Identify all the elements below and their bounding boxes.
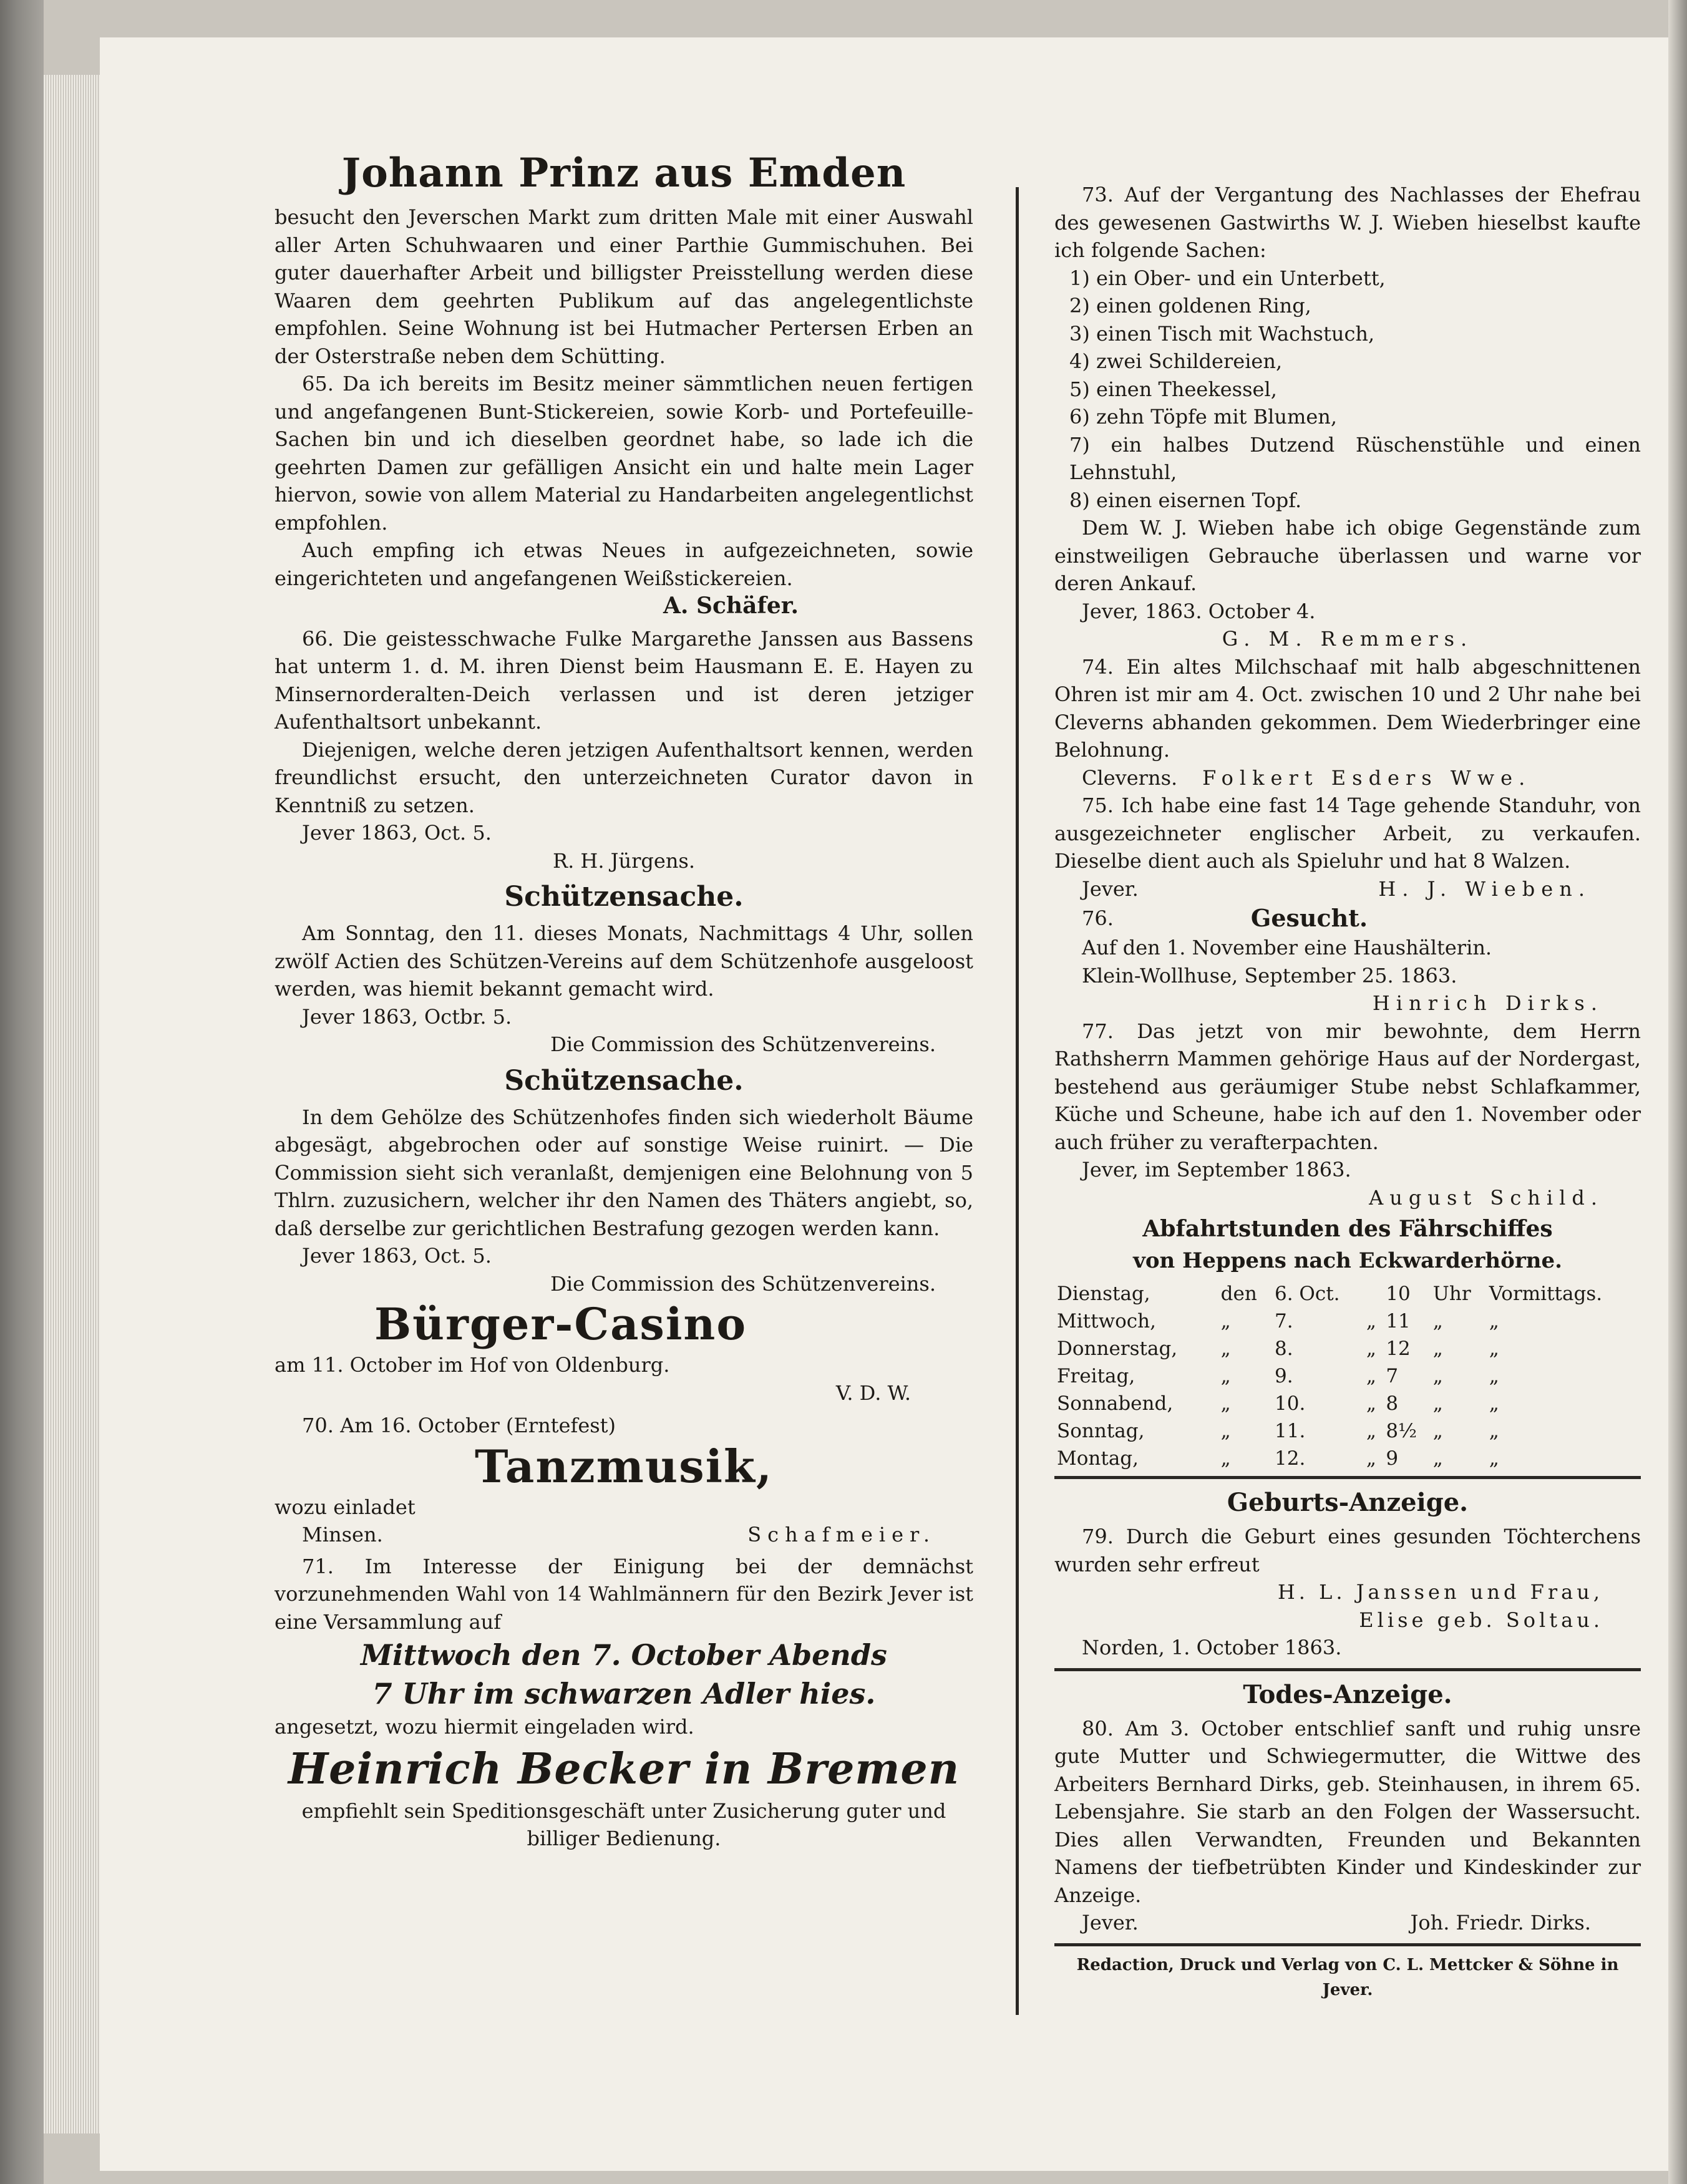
ad-71-text: 71. Im Interesse der Einigung bei der demnächst vorzunehmenden Wahl von 14 Wahlmännern für den Bezirk Jever ist eine Versammlung auf	[275, 1554, 973, 1634]
ad-74-text: 74. Ein altes Milchschaaf mit halb abgeschnittenen Ohren ist mir am 4. Oct. zwischen 10 und 2 Uhr nahe bei Cleverns abhanden gekommen. Dem Wiederbringer eine Belohnung.	[1054, 654, 1641, 762]
left-column	[275, 143, 973, 1853]
ferry-hour: 7	[1386, 1365, 1399, 1387]
death-signature: Joh. Friedr. Dirks.	[1410, 1911, 1591, 1934]
birth-sig-2: Elise geb. Soltau.	[1359, 1608, 1603, 1632]
ferry-q	[1364, 1278, 1383, 1305]
ad-74-place: Cleverns.	[1082, 765, 1178, 790]
birth-sig-1: H. L. Janssen und Frau,	[1277, 1580, 1603, 1604]
ad-71-highlight2: 7 Uhr im schwarzen Adler hies.	[372, 1677, 876, 1711]
section-rule	[1054, 1476, 1641, 1479]
ferry-uhr: „	[1432, 1365, 1443, 1387]
ad-casino	[275, 1298, 973, 1407]
ferry-hour: 8	[1386, 1392, 1399, 1415]
ad-65	[275, 370, 973, 620]
ad-66-text2: Diejenigen, welche deren jetzigen Aufenthaltsort kennen, werden freundlichst ersucht, den unterzeichneten Curator davon in Kenntniß zu setzen.	[275, 737, 973, 817]
imprint-footer: Redaction, Druck und Verlag von C. L. Mettcker & Söhne in Jever.	[1076, 1955, 1619, 1999]
ad-77-text: 77. Das jetzt von mir bewohnte, dem Herrn Rathsherrn Mammen gehörige Haus auf der Nordergast, bestehend aus geräumiger Stube nebst Schlafkammer, Küche und Scheune, habe ich auf den 1. November oder auch früher zu verafterpachten.	[1054, 1019, 1641, 1154]
birth-text: 79. Durch die Geburt eines gesunden Töchterchens wurden sehr erfreut	[1054, 1525, 1641, 1576]
schuetzen-1-text: Am Sonntag, den 11. dieses Monats, Nachmittags 4 Uhr, sollen zwölf Actien des Schützen-Vereins auf dem Schützenhofe ausgeloost werden, was hiemit bekannt gemacht wird.	[275, 921, 973, 1001]
table-row	[1054, 1360, 1641, 1387]
ad-70-title: Tanzmusik,	[475, 1439, 773, 1493]
ad-77	[1054, 1017, 1641, 1212]
ad-76-title: Gesucht.	[1250, 904, 1368, 932]
ferry-title-1: Abfahrtstunden des Fährschiffes	[1142, 1216, 1553, 1242]
list-item: 5) einen Theekessel,	[1069, 377, 1277, 401]
ad-76-date: Klein-Wollhuse, September 25. 1863.	[1082, 963, 1457, 988]
ferry-day: Freitag,	[1057, 1365, 1135, 1387]
table-row	[1054, 1442, 1641, 1470]
ferry-uhr: „	[1432, 1447, 1443, 1470]
schuetzen-1-title: Schützensache.	[504, 881, 744, 913]
table-row	[1054, 1387, 1641, 1415]
ferry-hour: 9	[1386, 1447, 1399, 1470]
ad-74-footer	[1054, 764, 1641, 792]
section-rule	[1054, 1943, 1641, 1946]
ad-75-place: Jever.	[1082, 876, 1139, 901]
ferry-uhr: „	[1432, 1337, 1443, 1360]
death-notice	[1054, 1677, 1641, 1937]
schuetzen-1	[275, 878, 973, 1059]
ferry-date: 11.	[1275, 1420, 1306, 1442]
ferry-v: „	[1489, 1310, 1499, 1332]
ad-65-signature: A. Schäfer.	[663, 593, 799, 619]
ad-76-text: Auf den 1. November eine Haushälterin.	[1082, 936, 1492, 959]
right-column	[1054, 181, 1641, 2002]
ferry-table	[1054, 1278, 1641, 1470]
ferry-v: „	[1489, 1447, 1499, 1470]
ferry-den: „	[1220, 1392, 1231, 1415]
ferry-title-2: von Heppens nach Eckwarderhörne.	[1133, 1248, 1562, 1273]
ferry-den: „	[1220, 1365, 1231, 1387]
table-row	[1054, 1278, 1641, 1305]
schuetzen-2-title: Schützensache.	[504, 1064, 744, 1097]
ferry-hour: 8½	[1386, 1420, 1417, 1442]
ferry-uhr: „	[1432, 1392, 1443, 1415]
ferry-den: „	[1220, 1310, 1231, 1332]
list-item: 7) ein halbes Dutzend Rüschenstühle und einen Lehnstuhl,	[1069, 432, 1641, 484]
ferry-v: „	[1489, 1420, 1499, 1442]
schuetzen-2-date: Jever 1863, Oct. 5.	[302, 1244, 492, 1268]
ad-66	[275, 625, 973, 875]
ad-prinz-text: besucht den Jeverschen Markt zum dritten Male mit einer Auswahl aller Arten Schuhwaaren und einer Parthie Gummischuhen. Bei guter dauerhafter Arbeit und billigster Preisstellung werden diese Waaren dem geehrten Publikum auf das angelegentlichste empfohlen. Seine Wohnung ist bei Hutmacher Pertersen Erben an der Osterstraße neben dem Schütting.	[275, 205, 973, 368]
becker-text: empfiehlt sein Speditionsgeschäft unter Zusicherung guter und billiger Bedienung.	[301, 1798, 946, 1850]
ad-75-text: 75. Ich habe eine fast 14 Tage gehende Standuhr, von ausgezeichneter englischer Arbeit, zu verkaufen. Dieselbe dient auch als Spieluhr und hat 8 Walzen.	[1054, 794, 1641, 873]
ad-prinz	[275, 148, 973, 370]
ad-76-number: 76.	[1082, 906, 1114, 930]
schuetzen-1-signature: Die Commission des Schützenvereins.	[550, 1032, 936, 1056]
ad-75	[1054, 792, 1641, 903]
column-divider	[1016, 187, 1019, 2015]
table-row	[1054, 1305, 1641, 1332]
ferry-date: 8.	[1275, 1337, 1293, 1360]
schuetzen-1-date: Jever 1863, Octbr. 5.	[302, 1004, 512, 1029]
ferry-date: 12.	[1275, 1447, 1306, 1470]
ad-74	[1054, 653, 1641, 792]
list-item: 6) zehn Töpfe mit Blumen,	[1069, 405, 1338, 429]
ad-65-text: 65. Da ich bereits im Besitz meiner sämmtlichen neuen fertigen und angefangenen Bunt-Stickereien, sowie Korb- und Portefeuille-Sachen bin und ich dieselben geordnet habe, so lade ich die geehrten Damen zur gefälligen Ansicht ein und halte mein Lager hiervon, sowie von allem Material zu Handarbeiten angelegentlichst empfohlen.	[275, 372, 973, 535]
ad-73-signature: G. M. Remmers.	[1222, 627, 1474, 651]
ad-66-text: 66. Die geistesschwache Fulke Margarethe Janssen aus Bassens hat unterm 1. d. M. ihren Dienst beim Hausmann E. E. Hayen zu Minsernorderalten-Deich verlassen und ist deren jetziger Aufenthaltsort unbekannt.	[275, 626, 973, 734]
ad-becker	[275, 1741, 973, 1853]
ferry-schedule	[1054, 1214, 1641, 1470]
ferry-date: 9.	[1275, 1365, 1293, 1387]
book-binding	[0, 0, 44, 2184]
ad-71-text2: angesetzt, wozu hiermit eingeladen wird.	[275, 1715, 694, 1739]
ferry-v: „	[1489, 1392, 1499, 1415]
ferry-hour: 10	[1386, 1283, 1411, 1305]
ferry-q: „	[1366, 1420, 1376, 1442]
birth-notice	[1054, 1485, 1641, 1662]
ad-77-signature: August Schild.	[1369, 1185, 1603, 1210]
ferry-date: 6. Oct.	[1275, 1283, 1340, 1305]
ferry-q: „	[1366, 1447, 1376, 1470]
list-item: 3) einen Tisch mit Wachstuch,	[1069, 321, 1375, 346]
list-item: 1) ein Ober- und ein Unterbett,	[1069, 266, 1386, 290]
ferry-den: „	[1220, 1447, 1231, 1470]
ferry-day: Mittwoch,	[1057, 1310, 1156, 1332]
death-place: Jever.	[1082, 1911, 1139, 1934]
schuetzen-2-signature: Die Commission des Schützenvereins.	[550, 1271, 936, 1296]
ferry-hour: 11	[1386, 1310, 1411, 1332]
ferry-uhr: „	[1432, 1310, 1443, 1332]
ferry-uhr: Uhr	[1432, 1283, 1471, 1305]
ad-70-text: 70. Am 16. October (Erntefest)	[302, 1414, 616, 1437]
ad-70-text2: wozu einladet	[275, 1495, 416, 1519]
list-item: 8) einen eisernen Topf.	[1069, 488, 1302, 512]
ferry-day: Sonntag,	[1057, 1420, 1145, 1442]
ferry-hour: 12	[1386, 1337, 1411, 1360]
ad-75-footer	[1054, 875, 1641, 903]
ferry-day: Dienstag,	[1057, 1283, 1150, 1305]
ad-74-signature: Folkert Esders Wwe.	[1202, 765, 1532, 790]
ad-73	[1054, 181, 1641, 653]
ad-73-text2: Dem W. J. Wieben habe ich obige Gegenstände zum einstweiligen Gebrauche überlassen und warne vor deren Ankauf.	[1054, 516, 1641, 595]
ferry-den: den	[1220, 1283, 1257, 1305]
list-item: 2) einen goldenen Ring,	[1069, 294, 1311, 318]
ad-71	[275, 1553, 973, 1741]
birth-title: Geburts-Anzeige.	[1227, 1488, 1469, 1517]
death-title: Todes-Anzeige.	[1243, 1679, 1452, 1709]
becker-title: Heinrich Becker in Bremen	[288, 1744, 960, 1794]
ad-70-footer	[275, 1521, 973, 1549]
ad-65-text2: Auch empfing ich etwas Neues in aufgezeichneten, sowie eingerichteten und angefangenen Weißstickereien.	[275, 538, 973, 590]
ferry-q: „	[1366, 1392, 1376, 1415]
schuetzen-2-text: In dem Gehölze des Schützenhofes finden sich wiederholt Bäume abgesägt, abgebrochen oder auf sonstige Weise ruinirt. — Die Commission sieht sich veranlaßt, demjenigen eine Belohnung von 5 Thlrn. zuzusichern, welcher ihr den Namen des Thäters angiebt, so, daß derselbe zur gerichtlichen Bestrafung gezogen werden kann.	[275, 1105, 973, 1240]
ad-76-header	[1054, 903, 1641, 934]
table-row	[1054, 1332, 1641, 1360]
ferry-den: „	[1220, 1337, 1231, 1360]
casino-title: Bürger-Casino	[374, 1298, 747, 1350]
ferry-day: Donnerstag,	[1057, 1337, 1178, 1360]
page-right-edge	[1668, 0, 1687, 2184]
ferry-v: Vormittags.	[1489, 1283, 1603, 1305]
ad-70	[275, 1412, 973, 1549]
ferry-v: „	[1489, 1365, 1499, 1387]
death-footer	[1054, 1909, 1641, 1937]
ad-76	[1054, 903, 1641, 1017]
ad-75-signature: H. J. Wieben.	[1378, 876, 1591, 901]
ferry-v: „	[1489, 1337, 1499, 1360]
ad-73-date: Jever, 1863. October 4.	[1082, 599, 1316, 623]
ad-70-place: Minsen.	[302, 1523, 383, 1546]
ferry-q: „	[1366, 1365, 1376, 1387]
ad-71-highlight1: Mittwoch den 7. October Abends	[361, 1638, 887, 1672]
death-text: 80. Am 3. October entschlief sanft und ruhig unsre gute Mutter und Schwiegermutter, die Wittwe des Arbeiters Bernhard Dirks, geb. Steinhausen, in ihrem 65. Lebensjahre. Sie starb an den Folgen der Wassersucht. Dies allen Verwandten, Freunden und Bekannten Namens der tiefbetrübten Kinder und Kindeskinder zur Anzeige.	[1054, 1716, 1641, 1907]
ad-66-signature: R. H. Jürgens.	[552, 848, 696, 873]
ferry-q: „	[1366, 1337, 1376, 1360]
list-item: 4) zwei Schildereien,	[1069, 349, 1283, 373]
ferry-date: 10.	[1275, 1392, 1306, 1415]
ad-73-text: 73. Auf der Vergantung des Nachlasses der Ehefrau des gewesenen Gastwirths W. J. Wieben hieselbst kaufte ich folgende Sachen:	[1054, 183, 1641, 262]
ad-77-date: Jever, im September 1863.	[1082, 1158, 1351, 1182]
section-rule	[1054, 1668, 1641, 1671]
ad-73-list	[1054, 265, 1641, 515]
ad-prinz-title: Johann Prinz aus Emden	[341, 150, 907, 197]
ferry-date: 7.	[1275, 1310, 1293, 1332]
ad-70-signature: Schafmeier.	[747, 1523, 936, 1546]
ferry-day: Montag,	[1057, 1447, 1139, 1470]
casino-signature: V. D. W.	[835, 1381, 911, 1405]
ferry-q: „	[1366, 1310, 1376, 1332]
ferry-day: Sonnabend,	[1057, 1392, 1174, 1415]
schuetzen-2	[275, 1062, 973, 1298]
ferry-den: „	[1220, 1420, 1231, 1442]
ferry-uhr: „	[1432, 1420, 1443, 1442]
page-stack-edge	[44, 75, 100, 2133]
casino-text: am 11. October im Hof von Oldenburg.	[275, 1353, 670, 1377]
ad-76-signature: Hinrich Dirks.	[1372, 991, 1603, 1015]
ad-66-date: Jever 1863, Oct. 5.	[302, 821, 492, 845]
table-row	[1054, 1415, 1641, 1442]
birth-date: Norden, 1. October 1863.	[1082, 1636, 1342, 1659]
